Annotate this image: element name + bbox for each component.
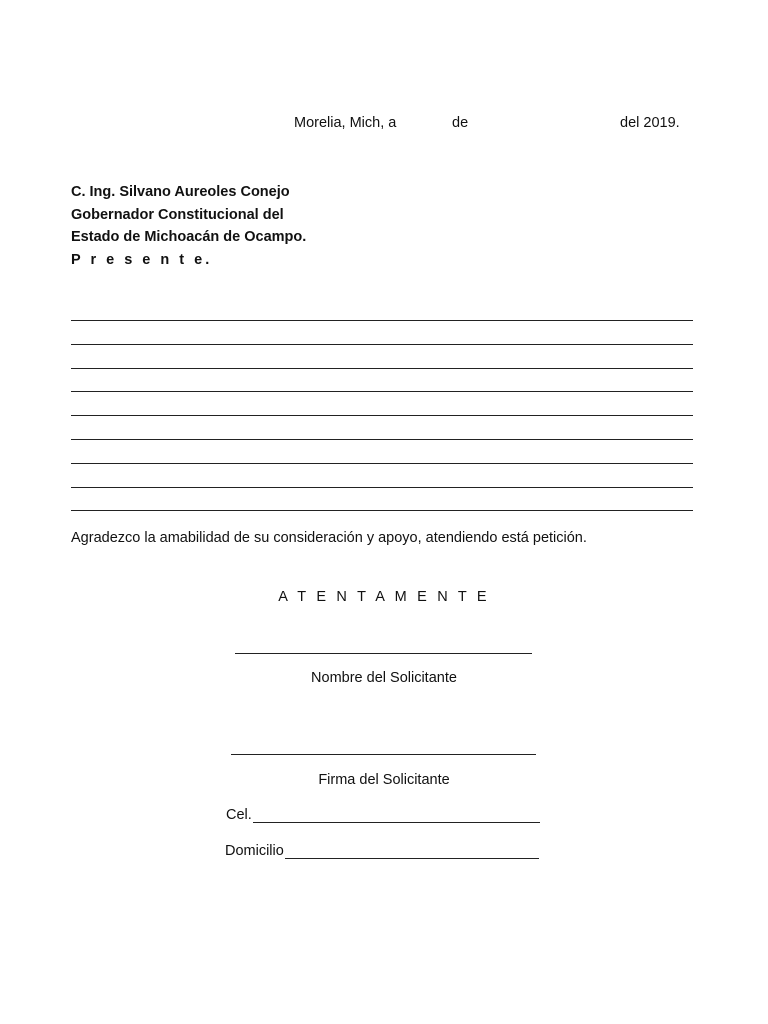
name-label: Nombre del Solicitante: [311, 670, 457, 686]
closing-atentamente: A T E N T A M E N T E: [278, 589, 490, 605]
blank-line: [71, 369, 693, 393]
recipient-state: Estado de Michoacán de Ocampo.: [71, 229, 307, 245]
cel-blank-line: [253, 806, 540, 823]
blank-line: [71, 440, 693, 464]
name-signature-line: [235, 652, 532, 654]
blank-line: [71, 392, 693, 416]
cel-field: [226, 806, 540, 823]
date-year: del 2019.: [620, 115, 680, 131]
domicilio-field: [225, 842, 539, 859]
cel-label: Cel.: [226, 807, 252, 823]
date-place: Morelia, Mich, a: [294, 115, 397, 131]
blank-line: [71, 345, 693, 369]
date-line: [294, 115, 694, 135]
blank-line: [71, 416, 693, 440]
domicilio-label: Domicilio: [225, 843, 284, 859]
firma-signature-line: [231, 753, 536, 755]
body-blank-lines: [71, 318, 693, 511]
thanks-paragraph: Agradezco la amabilidad de su consideración y apoyo, atendiendo está petición.: [71, 530, 587, 546]
date-de: de: [452, 115, 469, 131]
blank-line: [71, 464, 693, 488]
firma-label: Firma del Solicitante: [318, 772, 450, 788]
blank-line: [71, 488, 693, 512]
recipient-title: Gobernador Constitucional del: [71, 206, 284, 223]
blank-line: [71, 321, 693, 345]
domicilio-blank-line: [285, 842, 539, 859]
recipient-block: [71, 181, 306, 271]
recipient-presente: P r e s e n t e.: [71, 251, 213, 268]
recipient-name: C. Ing. Silvano Aureoles Conejo: [71, 184, 290, 200]
